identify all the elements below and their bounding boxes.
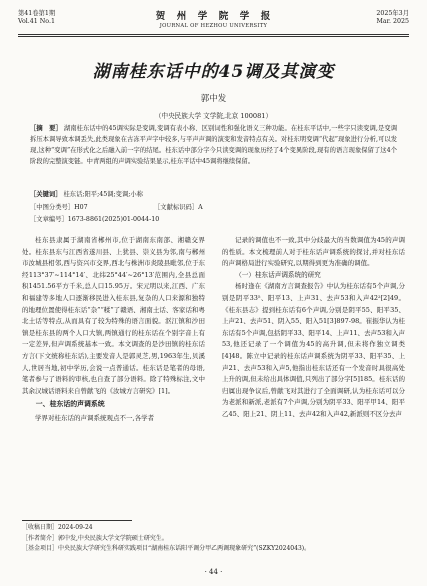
volume-en: Vol.41 No.1 <box>18 18 55 25</box>
abstract-label: ［摘 要］ <box>30 125 62 132</box>
body-paragraph: 桂东县隶属于湖南省郴州市,位于湖南东南部、湘赣交界处。桂东县东与江西省遂川县、上犹县、崇义县为邻,南与郴州市汝城县相邻,西与资兴市交界,西北与株洲市炎陵县毗邻,位于东经113°37′~114°14′、北纬25°44′~26°13′范围内,全县总面积1451.56平方千米,总人口15.95万。宋元明以来,江西、广东和福建等多地人口逐渐移民进入桂东县,复杂的人口来源和独特的地理位置使得桂东话“杂”“糅”了赣语、湘南土话、客家话和粤北土话等特点,从而具有了较为特殊的语言面貌。沤江镇和沙田镇是桂东县的两个人口大镇,两镇通行的桂东话在个别字音上有一定差异,但声调系统基本一致。本文调查的是沙田镇的桂东话方言(下文统称桂东话),主要发音人是郭灵芝,男,1963年生,贝溪人,世居当地,初中学历,会说一点普通话。桂东话是笔者的母语,笔者参与了语料的审核,也自查了部分语料。除了特殊标注,文中其余汉城话语料来自曾献飞的《汝城方言研究》[1]。 <box>22 236 205 395</box>
abstract <box>30 124 397 168</box>
journal-name-cn: 贺 州 学 院 学 报 <box>155 11 272 22</box>
article-title: 湖南桂东话中的45调及其演变 <box>92 62 335 82</box>
subsection-heading: （一）桂东话声调系统的研究 <box>235 270 321 279</box>
author-bio: ［作者简介］郭中发,中央民族大学文学院硕士研究生。 <box>22 534 168 542</box>
page-number: · 44 · <box>204 568 223 576</box>
section-heading: 一、桂东话的声调系统 <box>35 400 105 409</box>
classification-info <box>30 202 397 226</box>
keywords-label: ［关键词］ <box>30 191 62 198</box>
body-column-right <box>222 235 405 421</box>
received-date: ［收稿日期］2024-09-24 <box>22 524 93 531</box>
running-header <box>18 8 409 34</box>
keywords-text: 桂东话;阳平;45调;变调;小称 <box>63 191 143 198</box>
author-affiliation: （中央民族大学 文学院,北京 100081） <box>154 112 273 120</box>
journal-name <box>18 8 409 29</box>
header-rule-thin <box>18 36 409 37</box>
issue-date <box>376 10 409 26</box>
body-paragraph: 杨时逢在《湖南方言调查报告》中认为桂东话有5个声调,分别是阴平33⁵、阳平13、上声31、去声53和入声42²[2]49。《桂东县志》提到桂东话有6个声调,分别是阴平55、阳平35、上声21、去声51、阴入55、阳入51[3]897-98。崔振华认为桂东话有5个声调,包括阴平33、阳平14、上声11、去声53和入声53,他还记录了一个调值为45的高升调,但未将作独立调类[4]48。陈立中记录的桂东话声调系统为阴平33、阳平35、上声21、去声53和入声5,他指出桂东话还有一个发音时具很高处上升的调,但未给出具体调值,只列出了部分字[5]185。桂东话的归属出现争议后,曾献飞对其进行了全面调研,认为桂东话可以分为老派和新派,老派有7个声调,分别为阴平33、阳平甲14、阳平乙45、阳上21、阴上11、去声42和入声42,新派则不区分去声 <box>222 282 405 418</box>
author-name: 郭中发 <box>200 94 227 104</box>
document-code: ［文献标识码］A <box>154 204 203 211</box>
date-en: Mar. 2025 <box>376 18 409 25</box>
fund-project: ［基金项目］中央民族大学研究生科研实践项目“湖南桂东话阳平调分甲乙两调现象研究”(SZKY2024043)。 <box>22 545 311 552</box>
header-rule-thick <box>18 34 409 35</box>
article-number: ［文章编号］1673-8861(2025)01-0044-10 <box>30 216 160 223</box>
abstract-text: 湖南桂东话中的45调实际是变调,变调有表小称、区别词性和强化语义三种功能。在桂东平话中,一些字只读变调,是变调拆压本调导致本调丢失,此类现象在古冻平声字中较多,与平声声调的演变和发音特点有关。对桂东明变调“代起”现象进行分析,可以发现,这种“变调”在形式化之后融入前一字的结尾。桂东话中部分字今只读变调的现象历经了4个变異阶段,现有的语言现象保留了这4个阶段的完整演变链。中青两组的声调实验结果显示,桂东平话中45调将继续保留。 <box>30 125 397 165</box>
footnotes <box>22 523 405 555</box>
footnote-rule <box>22 520 132 521</box>
date-cn: 2025年3月 <box>376 10 409 17</box>
volume-cn: 第41卷第1期 <box>18 10 56 17</box>
journal-name-en: JOURNAL OF HEZHOU UNIVERSITY <box>159 23 268 29</box>
body-column-left <box>22 235 205 425</box>
body-paragraph: 记录的调值也不一致,其中分歧最大的当数调值为45的声调的性质。本文梳理前人对于桂东话声调系统的探讨,并对桂东话的声调格局进行实验研究,以期得到更为准确的调值。 <box>222 236 405 268</box>
clc-number: ［中图分类号］H07 <box>30 204 88 211</box>
keywords <box>30 190 397 200</box>
body-paragraph: 学界对桂东话的声调系统观点不一,各学者 <box>35 413 155 422</box>
